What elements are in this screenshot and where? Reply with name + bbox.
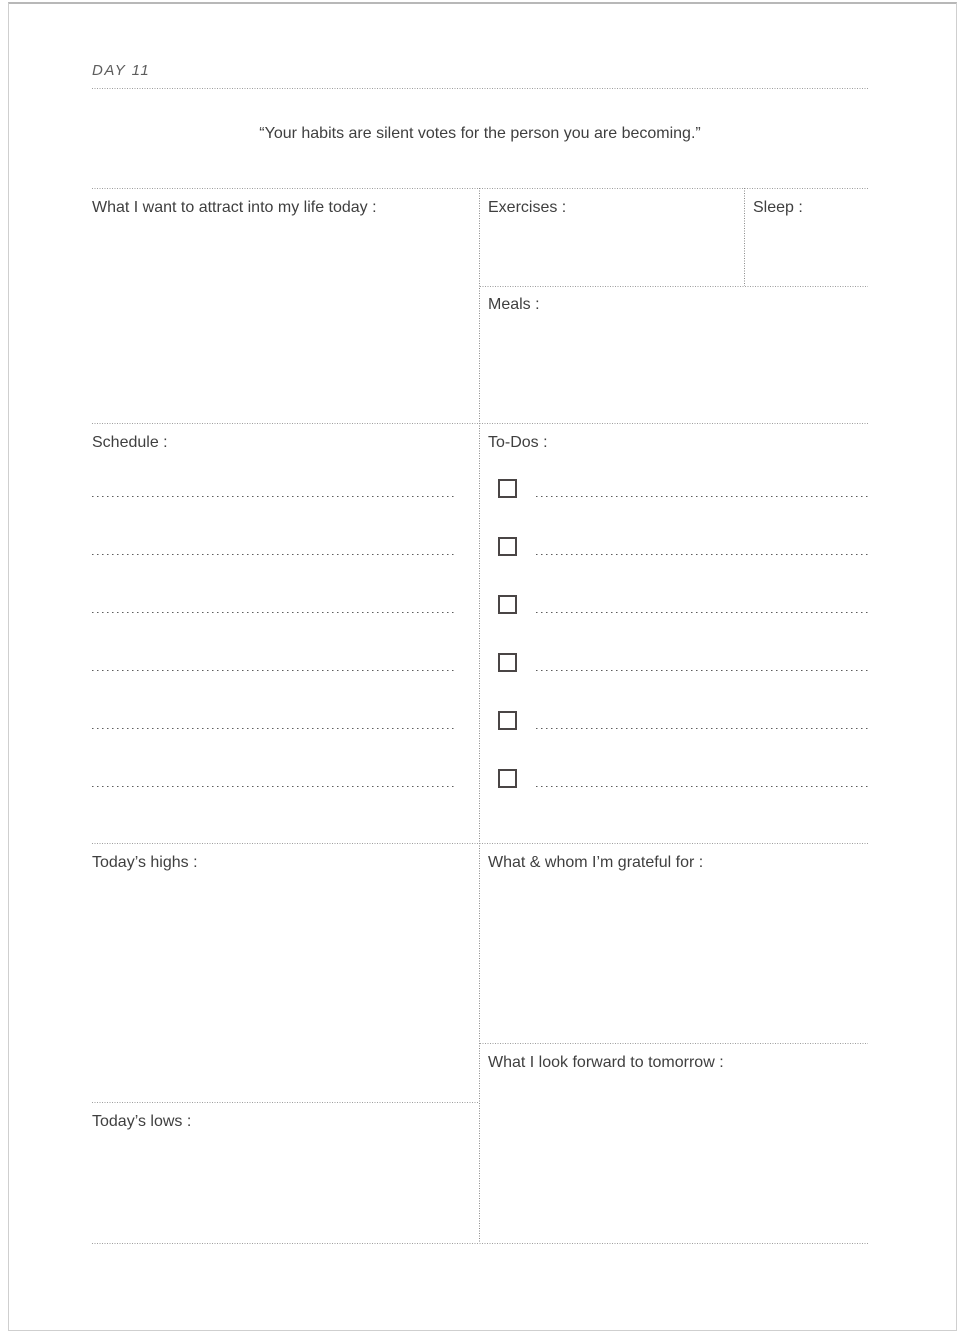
todo-checkbox[interactable]	[498, 479, 517, 498]
highs-bottom-divider	[92, 1102, 479, 1103]
attract-section-label: What I want to attract into my life today :	[92, 199, 377, 216]
todo-writing-line	[536, 612, 868, 613]
todo-writing-line	[536, 786, 868, 787]
schedule-section-label: Schedule :	[92, 434, 168, 451]
header-rule-divider	[92, 88, 868, 89]
row1-bottom-divider	[92, 423, 868, 424]
schedule-lines	[92, 496, 455, 844]
todo-row	[498, 537, 868, 556]
todo-checkbox[interactable]	[498, 653, 517, 672]
exercises-bottom-divider	[480, 286, 868, 287]
grateful-section-label: What & whom I’m grateful for :	[488, 854, 704, 871]
todo-writing-line	[536, 670, 868, 671]
schedule-writing-line	[92, 728, 455, 729]
todo-list	[498, 479, 868, 827]
schedule-writing-line	[92, 612, 455, 613]
todo-row	[498, 653, 868, 672]
exercises-section-label: Exercises :	[488, 199, 567, 216]
todo-row	[498, 595, 868, 614]
todo-checkbox[interactable]	[498, 769, 517, 788]
schedule-writing-line	[92, 554, 455, 555]
todo-row	[498, 769, 868, 788]
day-label: DAY 11	[92, 62, 151, 79]
todos-section-label: To-Dos :	[488, 434, 548, 451]
todo-checkbox[interactable]	[498, 537, 517, 556]
todo-writing-line	[536, 496, 868, 497]
grid-bottom-divider	[92, 1243, 868, 1244]
todays-lows-section-label: Today’s lows :	[92, 1113, 192, 1130]
grid-top-divider	[92, 188, 868, 189]
todo-row	[498, 479, 868, 498]
todays-highs-section-label: Today’s highs :	[92, 854, 198, 871]
tomorrow-section-label: What I look forward to tomorrow :	[488, 1054, 724, 1071]
todo-row	[498, 711, 868, 730]
schedule-writing-line	[92, 670, 455, 671]
todo-writing-line	[536, 728, 868, 729]
todo-checkbox[interactable]	[498, 711, 517, 730]
schedule-writing-line	[92, 496, 455, 497]
todo-writing-line	[536, 554, 868, 555]
exercises-sleep-divider	[744, 188, 745, 286]
daily-quote: “Your habits are silent votes for the person you are becoming.”	[259, 125, 701, 142]
column-divider	[479, 188, 480, 1243]
meals-section-label: Meals :	[488, 296, 540, 313]
todo-checkbox[interactable]	[498, 595, 517, 614]
schedule-writing-line	[92, 786, 455, 787]
grateful-bottom-divider	[480, 1043, 868, 1044]
sleep-section-label: Sleep :	[753, 199, 803, 216]
